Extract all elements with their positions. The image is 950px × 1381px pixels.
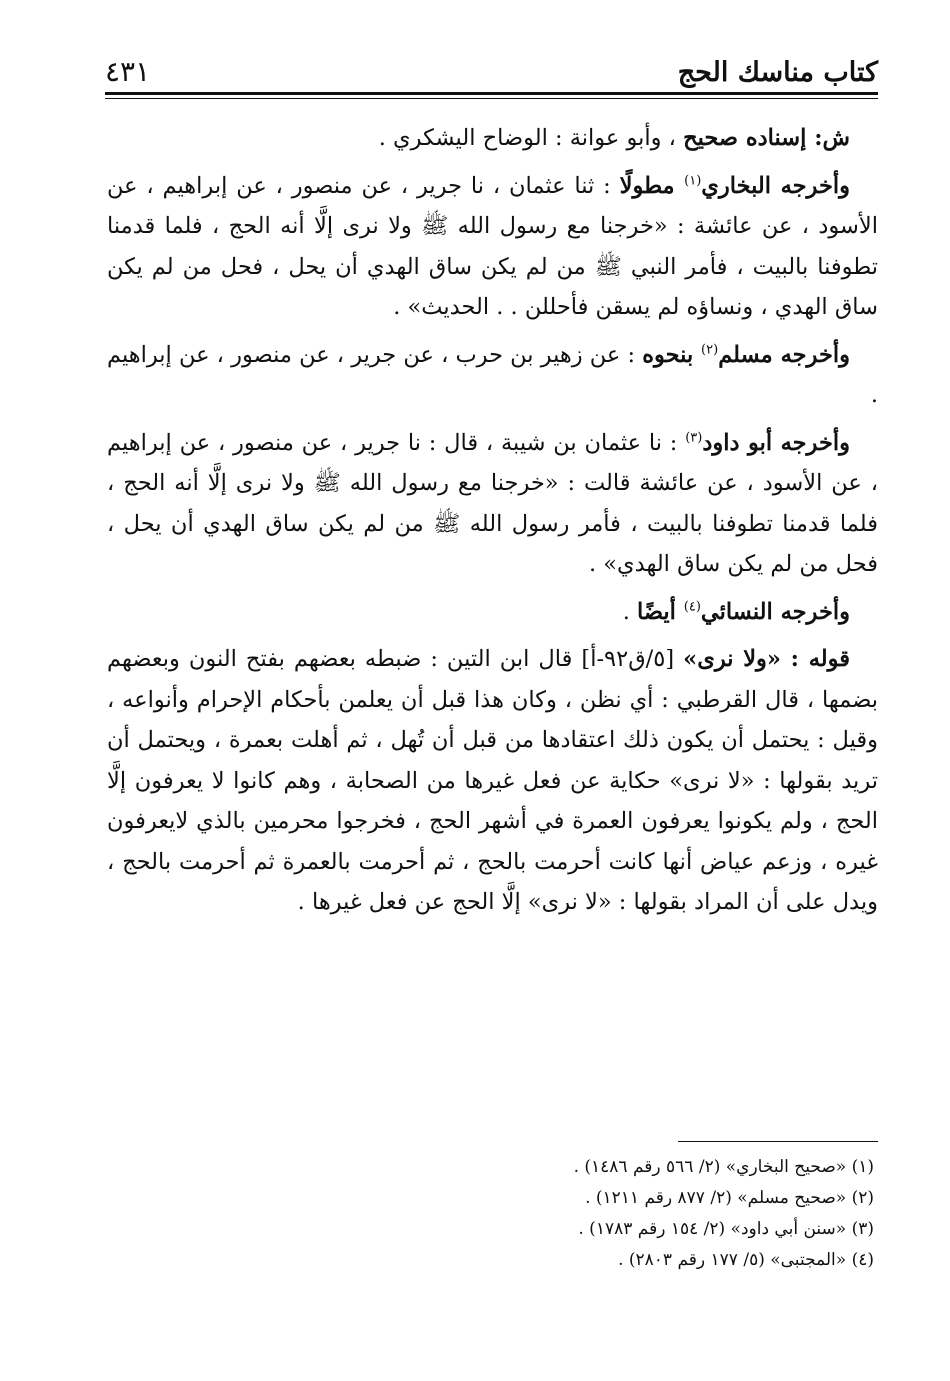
footnote-ref[interactable]: (١) xyxy=(684,173,702,188)
paragraph-isnad xyxy=(107,118,878,159)
paragraph-lead: وأخرجه البخاري xyxy=(701,172,850,199)
paragraph-muslim xyxy=(107,335,878,416)
footnote-separator xyxy=(678,1141,878,1142)
footnote-ref[interactable]: (٢) xyxy=(701,342,719,357)
footnote-ref[interactable]: (٤) xyxy=(683,599,701,614)
page-number: ٤٣١ xyxy=(105,55,151,88)
footnote-item: (٤) «المجتبى» (٥/ ١٧٧ رقم ٢٨٠٣) . xyxy=(618,1250,874,1270)
paragraph-text: . xyxy=(622,598,638,625)
running-head: كتاب مناسك الحج xyxy=(677,57,878,88)
paragraph-lead-qualifier: أيضًا xyxy=(637,598,684,625)
paragraph-text: ، وأبو عوانة : الوضاح اليشكري . xyxy=(378,125,684,151)
footnote-item: (١) «صحيح البخاري» (٢/ ٥٦٦ رقم ١٤٨٦) . xyxy=(573,1157,874,1177)
paragraph-lead-qualifier: بنحوه xyxy=(642,341,702,368)
paragraph-text: : عن زهير بن حرب ، عن جرير ، عن منصور ، عن إبراهيم . xyxy=(107,341,878,408)
paragraph-text: : ثنا عثمان ، نا جرير ، عن منصور ، عن إبراهيم ، عن الأسود ، عن عائشة : «خرجنا مع رسول الله ﷺ ولا نرى إلَّا أنه الحج ، فلما قدمنا تطوفنا بالبيت ، فأمر النبي ﷺ من لم يكن ساق الهدي أن يحل ، فحل من لم يكن ساق الهدي ، ونساؤه لم يسقن فأحللن . . الحديث» . xyxy=(107,172,878,320)
paragraph-nasai xyxy=(107,592,878,633)
paragraph-bukhari xyxy=(107,166,878,328)
main-text xyxy=(107,118,878,930)
paragraph-text: [٥/ق٩٢-أ] قال ابن التين : ضبطه بعضهم بفتح النون وبعضهم بضمها ، قال القرطبي : أي نظن ، وكان هذا قبل أن يعلمن بأحكام الإحرام وأنواعه ، وقيل : يحتمل أن يكون ذلك اعتقادها من قبل أن تُهل ، ثم أهلت بعمرة ، ويحتمل أن تريد بقولها : «لا نرى» حكاية عن فعل غيرها من الصحابة ، وهم كانوا لا يعرفون إلَّا الحج ، ولم يكونوا يعرفون العمرة في أشهر الحج ، فخرجوا محرمين بالذي لايعرفون غيره ، وزعم عياض أنها كانت أحرمت بالحج ، ثم أحرمت بالعمرة ثم أحرمت بالحج ، ويدل على أن المراد بقولها : «لا نرى» إلَّا الحج عن فعل غيرها . xyxy=(107,646,878,915)
page-header xyxy=(105,44,878,86)
paragraph-lead: قوله : «ولا نرى» xyxy=(683,646,850,672)
footnote-item: (٢) «صحيح مسلم» (٢/ ٨٧٧ رقم ١٢١١) . xyxy=(585,1188,874,1208)
paragraph-text: : نا عثمان بن شيبة ، قال : نا جرير ، عن منصور ، عن إبراهيم ، عن الأسود ، عن عائشة قالت : «خرجنا مع رسول الله ﷺ ولا نرى إلَّا أنه الحج ، فلما قدمنا تطوفنا بالبيت ، فأمر رسول الله ﷺ من لم يكن ساق الهدي أن يحل ، فحل من لم يكن ساق الهدي» . xyxy=(107,429,878,577)
header-rule-thin xyxy=(105,98,878,99)
paragraph-lead: وأخرجه مسلم xyxy=(718,341,850,368)
paragraph-lead: ش: إسناده صحيح xyxy=(683,125,850,151)
paragraph-lead: وأخرجه أبو داود xyxy=(702,429,850,456)
paragraph-lead-qualifier: مطولًا xyxy=(619,172,685,199)
paragraph-lead: وأخرجه النسائي xyxy=(700,598,850,625)
paragraph-abu-dawud xyxy=(107,423,878,585)
footnote-ref[interactable]: (٣) xyxy=(685,430,703,445)
header-rule xyxy=(105,92,878,95)
footnote-item: (٣) «سنن أبي داود» (٢/ ١٥٤ رقم ١٧٨٣) . xyxy=(578,1219,874,1239)
paragraph-commentary xyxy=(107,639,878,923)
footnotes xyxy=(300,1152,878,1276)
